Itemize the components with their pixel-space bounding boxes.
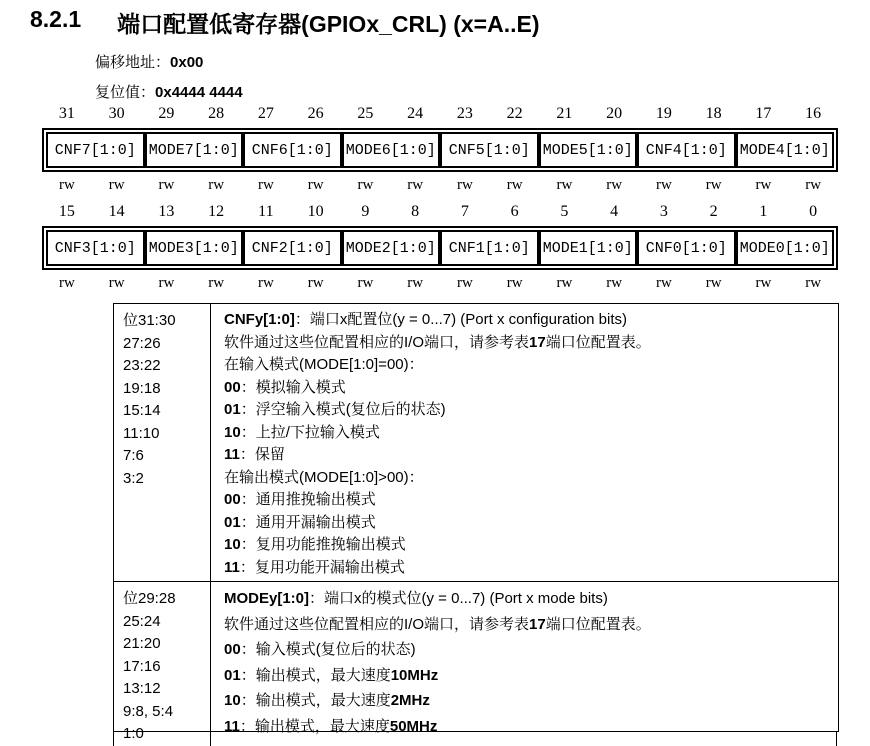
access-flag: rw: [606, 275, 623, 291]
bit-number: 18: [705, 105, 722, 122]
table-border-stub-left: [113, 732, 114, 746]
bit-range: 19:18: [123, 379, 161, 397]
description-line: 10：复用功能推挽输出模式: [224, 536, 406, 553]
bit-number: 17: [755, 105, 772, 122]
bit-number: 8: [411, 203, 420, 220]
bit-number: 3: [659, 203, 668, 220]
bit-range: 位31:30: [123, 312, 176, 329]
description-line: MODEy[1:0]：端口x的模式位(y = 0...7) (Port x mode bits): [224, 590, 608, 607]
bit-number: 7: [460, 203, 469, 220]
bit-number: 25: [357, 105, 374, 122]
bit-number: 22: [506, 105, 523, 122]
bit-range: 27:26: [123, 334, 161, 352]
access-flag: rw: [257, 275, 274, 291]
bit-number: 14: [108, 203, 125, 220]
description-row-mode: [114, 581, 838, 742]
description-line: 00：输入模式(复位后的状态): [224, 641, 416, 658]
bit-range: 7:6: [123, 447, 144, 464]
table-border-stub-middle: [210, 732, 211, 746]
bit-number: 0: [809, 203, 818, 220]
bit-number: 10: [307, 203, 324, 220]
register-field-cell: CNF2[1:0]: [243, 230, 342, 266]
bit-number: 12: [208, 203, 225, 220]
access-flag: rw: [307, 275, 324, 291]
register-field-cell: CNF5[1:0]: [440, 132, 539, 168]
bit-number: 19: [655, 105, 672, 122]
register-field-cell: CNF7[1:0]: [46, 132, 145, 168]
access-flag: rw: [108, 275, 125, 291]
bit-number: 13: [158, 203, 175, 220]
register-field-cell: MODE0[1:0]: [736, 230, 835, 266]
section-heading: [30, 6, 540, 39]
bit-number: 4: [610, 203, 619, 220]
bit-number: 1: [759, 203, 768, 220]
access-flag: rw: [755, 275, 772, 291]
description-line: 软件通过这些位配置相应的I/O端口，请参考表17端口位配置表。: [224, 333, 651, 351]
reset-value-label: 复位值：: [95, 85, 156, 101]
access-flag: rw: [357, 275, 374, 291]
bit-number: 15: [58, 203, 75, 220]
access-flag: rw: [506, 177, 523, 193]
access-flag: rw: [805, 177, 822, 193]
access-flag: rw: [506, 275, 523, 291]
bit-range: 9:8, 5:4: [123, 702, 174, 720]
description-line: 在输入模式(MODE[1:0]=00)：: [224, 356, 424, 373]
description-row-cnf: [114, 304, 838, 581]
register-field-cell: MODE5[1:0]: [539, 132, 638, 168]
register-field-cell: MODE7[1:0]: [145, 132, 244, 168]
bit-numbers-lower: [42, 203, 838, 223]
description-table: [113, 303, 839, 742]
bit-range-column: [114, 582, 211, 742]
offset-address-row: [95, 53, 203, 73]
access-flag: rw: [208, 177, 225, 193]
access-flag: rw: [456, 177, 473, 193]
bit-range: 位29:28: [123, 590, 176, 607]
bit-number: 16: [805, 105, 822, 122]
access-row-lower: [42, 275, 838, 295]
bit-number: 2: [709, 203, 718, 220]
access-flag: rw: [407, 177, 424, 193]
register-diagram: [42, 105, 838, 295]
bit-number: 20: [606, 105, 623, 122]
field-description-cnf: [211, 304, 838, 581]
bit-range: 23:22: [123, 357, 161, 374]
access-row-upper: [42, 177, 838, 197]
description-line: 01：输出模式，最大速度10MHz: [224, 666, 439, 684]
description-line: 10：输出模式，最大速度2MHz: [224, 692, 430, 709]
table-border-stub-right: [836, 732, 837, 746]
description-line: CNFy[1:0]：端口x配置位(y = 0...7) (Port x configuration bits): [224, 311, 628, 328]
bit-number: 30: [108, 105, 125, 122]
description-line: 01：通用开漏输出模式: [224, 513, 376, 531]
reset-value-value: 0x4444 4444: [155, 84, 243, 101]
access-flag: rw: [58, 177, 75, 193]
access-flag: rw: [58, 275, 75, 291]
description-line: 10：上拉/下拉输入模式: [224, 423, 380, 441]
description-line: 11：复用功能开漏输出模式: [224, 558, 405, 576]
reset-value-row: [95, 83, 243, 103]
access-flag: rw: [307, 177, 324, 193]
description-line: 00：模拟输入模式: [224, 378, 346, 396]
bit-range: 3:2: [123, 469, 144, 487]
bit-number: 23: [456, 105, 473, 122]
bit-range: 11:10: [123, 424, 160, 442]
register-field-cell: CNF1[1:0]: [440, 230, 539, 266]
register-field-cell: MODE2[1:0]: [342, 230, 441, 266]
access-flag: rw: [108, 177, 125, 193]
access-flag: rw: [556, 275, 573, 291]
description-line: 11：保留: [224, 446, 285, 463]
section-number: 8.2.1: [30, 6, 82, 32]
access-flag: rw: [357, 177, 374, 193]
description-line: 软件通过这些位配置相应的I/O端口，请参考表17端口位配置表。: [224, 615, 651, 633]
access-flag: rw: [755, 177, 772, 193]
offset-address-label: 偏移地址：: [95, 55, 171, 71]
bit-number: 29: [158, 105, 175, 122]
bit-range-column: [114, 304, 211, 581]
register-fields-upper: [42, 128, 838, 172]
register-field-cell: CNF4[1:0]: [637, 132, 736, 168]
access-flag: rw: [407, 275, 424, 291]
bit-numbers-upper: [42, 105, 838, 125]
access-flag: rw: [705, 275, 722, 291]
bit-range: 13:12: [123, 680, 161, 697]
register-field-cell: MODE3[1:0]: [145, 230, 244, 266]
register-field-cell: MODE6[1:0]: [342, 132, 441, 168]
bit-number: 6: [510, 203, 519, 220]
offset-address-value: 0x00: [170, 54, 204, 71]
bit-range: 17:16: [123, 657, 161, 675]
bit-number: 24: [407, 105, 424, 122]
access-flag: rw: [257, 177, 274, 193]
access-flag: rw: [655, 177, 672, 193]
description-line: 00：通用推挽输出模式: [224, 491, 376, 508]
bit-number: 11: [258, 203, 274, 220]
access-flag: rw: [805, 275, 822, 291]
register-fields-lower: [42, 226, 838, 270]
access-flag: rw: [208, 275, 225, 291]
register-field-cell: CNF3[1:0]: [46, 230, 145, 266]
field-description-mode: [211, 582, 838, 735]
bit-number: 31: [58, 105, 75, 122]
page-title: 端口配置低寄存器(GPIOx_CRL) (x=A..E): [117, 11, 540, 37]
access-flag: rw: [705, 177, 722, 193]
description-line: 在输出模式(MODE[1:0]>00)：: [224, 468, 424, 486]
bit-number: 9: [361, 203, 370, 220]
bit-range: 21:20: [123, 635, 161, 652]
bit-range: 25:24: [123, 612, 161, 630]
bit-number: 5: [560, 203, 569, 220]
register-field-cell: CNF6[1:0]: [243, 132, 342, 168]
access-flag: rw: [456, 275, 473, 291]
bit-number: 21: [556, 105, 573, 122]
register-field-cell: MODE1[1:0]: [539, 230, 638, 266]
access-flag: rw: [606, 177, 623, 193]
description-line: 01：浮空输入模式(复位后的状态): [224, 401, 446, 418]
access-flag: rw: [655, 275, 672, 291]
bit-range: 15:14: [123, 402, 161, 419]
access-flag: rw: [158, 275, 175, 291]
register-field-cell: MODE4[1:0]: [736, 132, 835, 168]
access-flag: rw: [158, 177, 175, 193]
description-line: 11：输出模式，最大速度50MHz: [224, 717, 438, 735]
bit-number: 27: [257, 105, 274, 122]
bit-number: 28: [208, 105, 225, 122]
bit-number: 26: [307, 105, 324, 122]
bit-range: 1:0: [123, 725, 144, 742]
access-flag: rw: [556, 177, 573, 193]
register-field-cell: CNF0[1:0]: [637, 230, 736, 266]
